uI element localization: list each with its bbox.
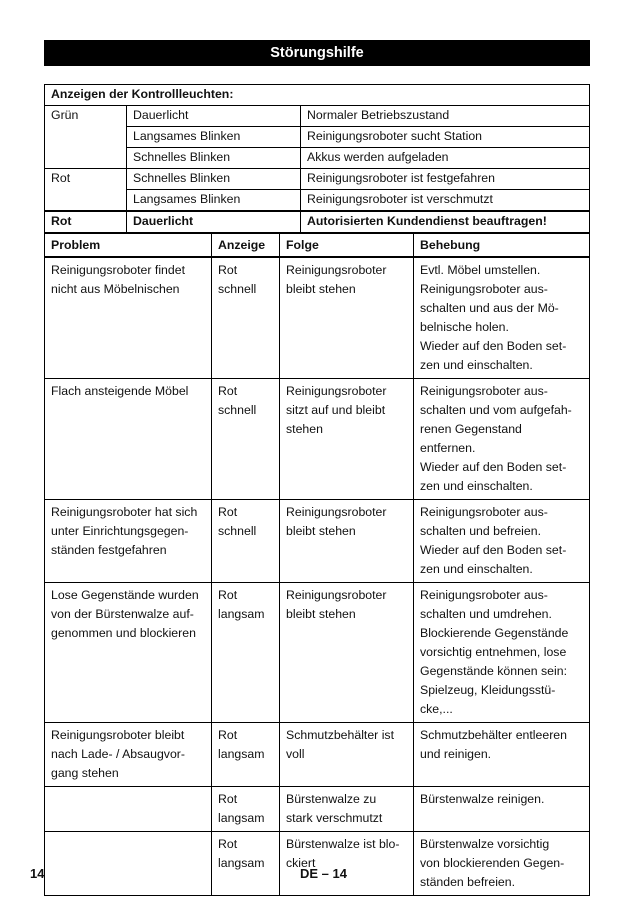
indicator-row (45, 148, 590, 169)
table-row (45, 787, 590, 832)
folge-cell: Reinigungsroboter bleibt stehen (280, 500, 414, 583)
column-header-folge: Folge (280, 234, 414, 258)
indicator-mode: Dauerlicht (127, 106, 301, 127)
behebung-cell: Bürstenwalze reinigen. (414, 787, 590, 832)
troubleshooting-table (44, 233, 590, 896)
folge-cell: Bürstenwalze zu stark verschmutzt (280, 787, 414, 832)
folge-cell: Bürstenwalze ist blo- ckiert (280, 832, 414, 896)
table-row (45, 500, 590, 583)
indicator-row (45, 106, 590, 127)
indicator-meaning: Reinigungsroboter sucht Station (301, 127, 590, 148)
anzeige-cell: Rot langsam (212, 832, 280, 896)
problem-cell (45, 832, 212, 896)
column-header-anzeige: Anzeige (212, 234, 280, 258)
indicator-meaning: Reinigungsroboter ist verschmutzt (301, 190, 590, 212)
indicator-color (45, 127, 127, 148)
problem-cell: Reinigungsroboter findet nicht aus Möbelnischen (45, 257, 212, 379)
column-header-problem: Problem (45, 234, 212, 258)
indicator-meaning: Autorisierten Kundendienst beauftragen! (301, 211, 590, 233)
problem-cell: Reinigungsroboter hat sich unter Einrichtungsgegen- ständen festgefahren (45, 500, 212, 583)
anzeige-cell: Rot langsam (212, 787, 280, 832)
behebung-cell: Schmutzbehälter entleeren und reinigen. (414, 723, 590, 787)
indicator-mode: Langsames Blinken (127, 190, 301, 212)
indicator-row (45, 169, 590, 190)
anzeige-cell: Rot langsam (212, 583, 280, 723)
indicator-color (45, 190, 127, 212)
problem-cell: Flach ansteigende Möbel (45, 379, 212, 500)
folge-cell: Schmutzbehälter ist voll (280, 723, 414, 787)
column-header-behebung: Behebung (414, 234, 590, 258)
page-footer-label: DE – 14 (300, 866, 347, 881)
problem-cell (45, 787, 212, 832)
indicator-mode: Schnelles Blinken (127, 169, 301, 190)
anzeige-cell: Rot schnell (212, 500, 280, 583)
indicator-table (44, 84, 590, 233)
indicator-mode: Dauerlicht (127, 211, 301, 233)
table-row (45, 583, 590, 723)
table-row (45, 257, 590, 379)
indicator-row (45, 190, 590, 212)
folge-cell: Reinigungsroboter bleibt stehen (280, 257, 414, 379)
behebung-cell: Reinigungsroboter aus- schalten und befreien. Wieder auf den Boden set- zen und einschalten. (414, 500, 590, 583)
problem-cell: Lose Gegenstände wurden von der Bürstenwalze auf- genommen und blockieren (45, 583, 212, 723)
folge-cell: Reinigungsroboter sitzt auf und bleibt stehen (280, 379, 414, 500)
indicator-color: Grün (51, 108, 79, 122)
indicator-color: Rot (45, 169, 127, 190)
indicator-mode: Schnelles Blinken (127, 148, 301, 169)
table-row (45, 832, 590, 896)
indicator-color (45, 148, 127, 169)
indicator-meaning: Normaler Betriebszustand (301, 106, 590, 127)
indicator-row (45, 211, 590, 233)
indicator-mode: Langsames Blinken (127, 127, 301, 148)
indicator-table-header: Anzeigen der Kontrollleuchten: (45, 85, 590, 106)
indicator-meaning: Reinigungsroboter ist festgefahren (301, 169, 590, 190)
behebung-cell: Evtl. Möbel umstellen. Reinigungsroboter aus- schalten und aus der Mö- belnische holen. Wieder auf den Boden set- zen und einschalten. (414, 257, 590, 379)
section-title: Störungshilfe (44, 40, 590, 66)
page-number: 14 (30, 866, 45, 881)
folge-cell: Reinigungsroboter bleibt stehen (280, 583, 414, 723)
behebung-cell: Reinigungsroboter aus- schalten und vom aufgefah- renen Gegenstand entfernen. Wieder auf den Boden set- zen und einschalten. (414, 379, 590, 500)
problem-cell: Reinigungsroboter bleibt nach Lade- / Absaugvor- gang stehen (45, 723, 212, 787)
anzeige-cell: Rot langsam (212, 723, 280, 787)
behebung-cell: Bürstenwalze vorsichtig von blockierenden Gegen- ständen befreien. (414, 832, 590, 896)
table-row (45, 723, 590, 787)
behebung-cell: Reinigungsroboter aus- schalten und umdrehen. Blockierende Gegenstände vorsichtig entnehmen, lose Gegenstände können sein: Spielzeug, Kleidungsstü- cke,... (414, 583, 590, 723)
indicator-row (45, 127, 590, 148)
anzeige-cell: Rot schnell (212, 379, 280, 500)
table-row (45, 379, 590, 500)
troubleshooting-header-row (45, 234, 590, 258)
indicator-color: Rot (45, 211, 127, 233)
indicator-meaning: Akkus werden aufgeladen (301, 148, 590, 169)
anzeige-cell: Rot schnell (212, 257, 280, 379)
